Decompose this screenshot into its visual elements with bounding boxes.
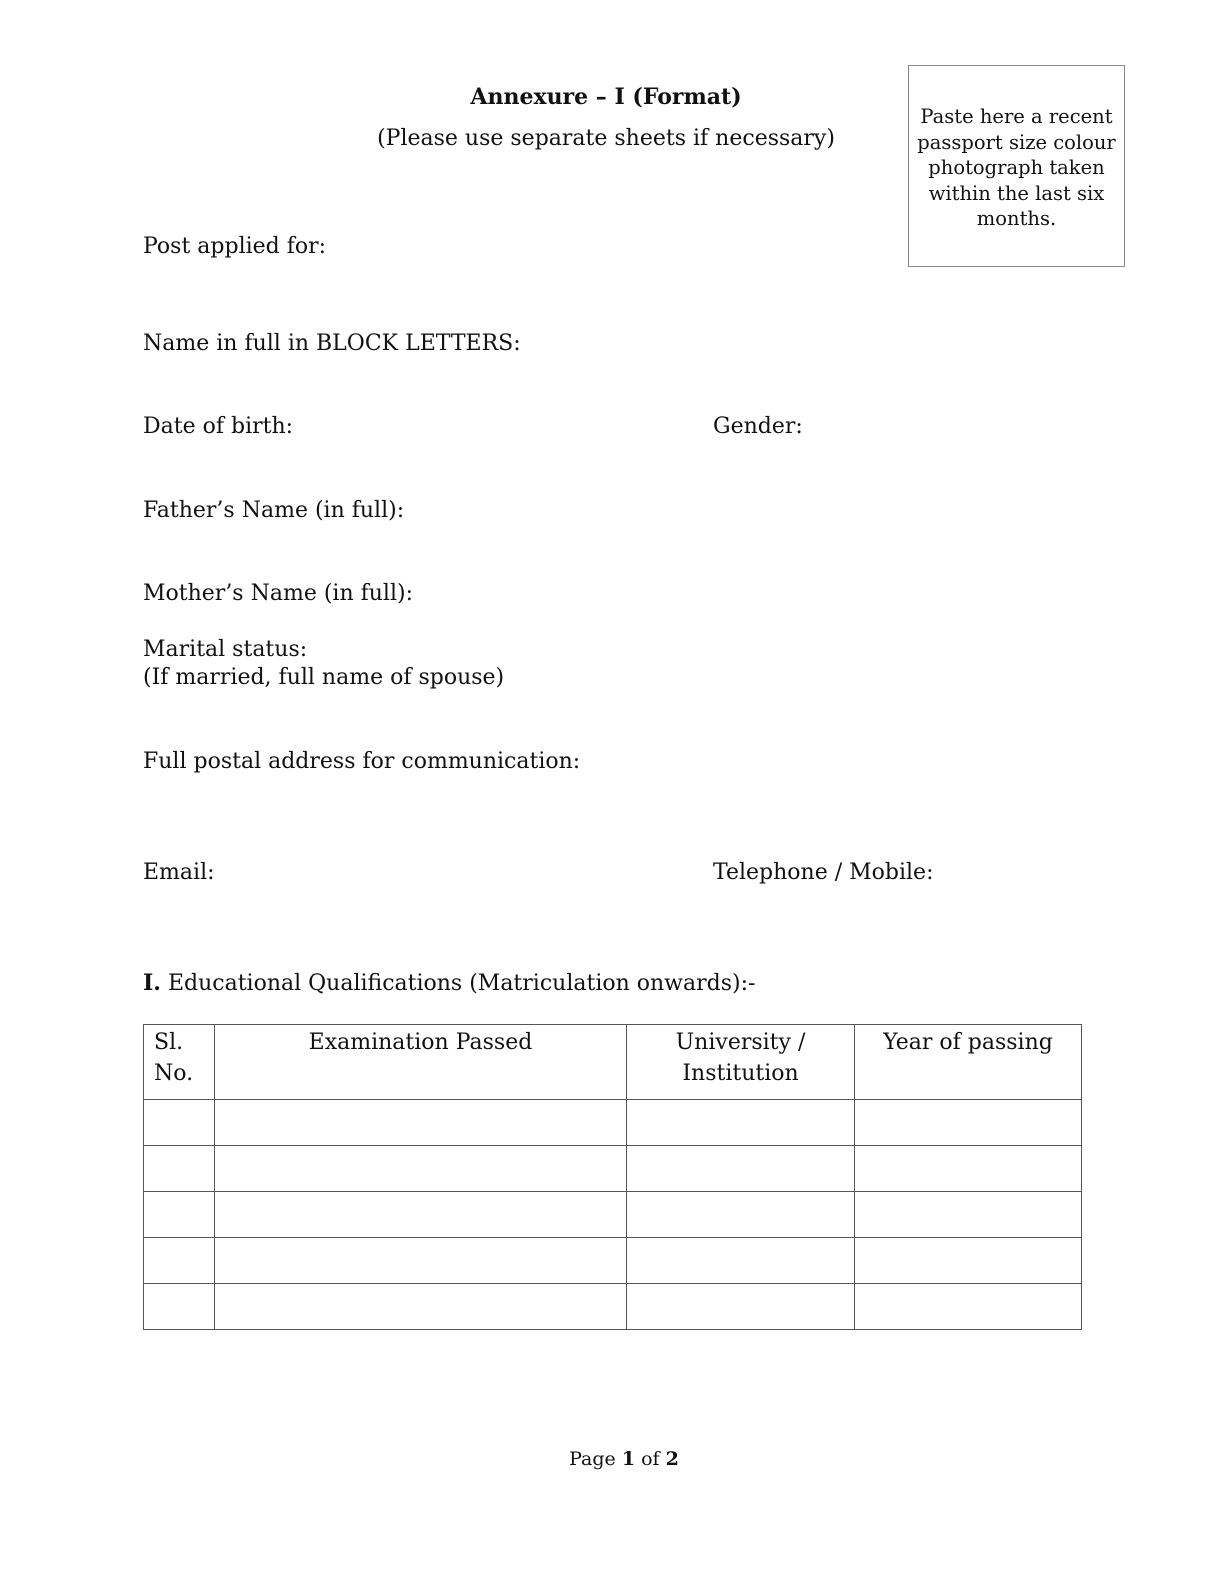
education-heading-text: Educational Qualifications (Matriculation onwards):-: [160, 971, 756, 996]
mothers-name-label: Mother’s Name (in full):: [143, 581, 413, 606]
email-label: Email:: [143, 860, 215, 885]
post-applied-label: Post applied for:: [143, 234, 327, 259]
table-row: [144, 1146, 1082, 1192]
table-header-row: [144, 1025, 1082, 1100]
photo-instruction: Paste here a recent passport size colour photograph taken within the last six months.: [917, 105, 1116, 230]
form-title: Annexure – I (Format): [470, 84, 742, 110]
telephone-label: Telephone / Mobile:: [713, 860, 934, 885]
page-total: 2: [665, 1448, 679, 1470]
table-cell[interactable]: [144, 1100, 215, 1146]
table-cell[interactable]: [144, 1192, 215, 1238]
table-cell[interactable]: [215, 1192, 627, 1238]
table-cell[interactable]: [855, 1238, 1082, 1284]
col-university: [627, 1025, 855, 1100]
table-cell[interactable]: [144, 1284, 215, 1330]
table-cell[interactable]: [215, 1100, 627, 1146]
dob-label: Date of birth:: [143, 414, 294, 439]
col-sl-no-line1: Sl.: [154, 1030, 184, 1055]
table-cell[interactable]: [627, 1192, 855, 1238]
col-university-line1: University /: [675, 1030, 806, 1055]
table-cell[interactable]: [215, 1238, 627, 1284]
table-row: [144, 1284, 1082, 1330]
page-of: of: [635, 1448, 666, 1470]
marital-status-note: (If married, full name of spouse): [143, 665, 505, 690]
marital-status-label: Marital status:: [143, 637, 308, 662]
page-prefix: Page: [569, 1448, 622, 1470]
table-cell[interactable]: [144, 1238, 215, 1284]
table-cell[interactable]: [627, 1284, 855, 1330]
education-heading-number: I.: [143, 970, 161, 996]
page-number: [0, 1448, 1224, 1470]
name-label: Name in full in BLOCK LETTERS:: [143, 331, 521, 356]
fathers-name-label: Father’s Name (in full):: [143, 498, 405, 523]
table-cell[interactable]: [855, 1100, 1082, 1146]
postal-address-label: Full postal address for communication:: [143, 749, 581, 774]
table-cell[interactable]: [144, 1146, 215, 1192]
col-year-label: Year of passing: [883, 1030, 1053, 1055]
col-exam-label: Examination Passed: [308, 1030, 533, 1055]
table-cell[interactable]: [215, 1284, 627, 1330]
table-row: [144, 1100, 1082, 1146]
education-table: [143, 1024, 1082, 1330]
col-sl-no-line2: No.: [154, 1061, 194, 1086]
table-cell[interactable]: [855, 1192, 1082, 1238]
col-exam-passed: [215, 1025, 627, 1100]
table-row: [144, 1238, 1082, 1284]
page-current: 1: [621, 1448, 636, 1470]
photo-placeholder: [908, 65, 1125, 267]
table-cell[interactable]: [215, 1146, 627, 1192]
table-cell[interactable]: [627, 1146, 855, 1192]
table-cell[interactable]: [627, 1100, 855, 1146]
col-university-line2: Institution: [682, 1061, 799, 1086]
col-sl-no: [144, 1025, 215, 1100]
education-heading: [143, 970, 755, 996]
gender-label: Gender:: [713, 414, 803, 439]
table-row: [144, 1192, 1082, 1238]
table-cell[interactable]: [627, 1238, 855, 1284]
table-cell[interactable]: [855, 1284, 1082, 1330]
table-cell[interactable]: [855, 1146, 1082, 1192]
col-year: [855, 1025, 1082, 1100]
form-subtitle: (Please use separate sheets if necessary): [377, 126, 835, 151]
